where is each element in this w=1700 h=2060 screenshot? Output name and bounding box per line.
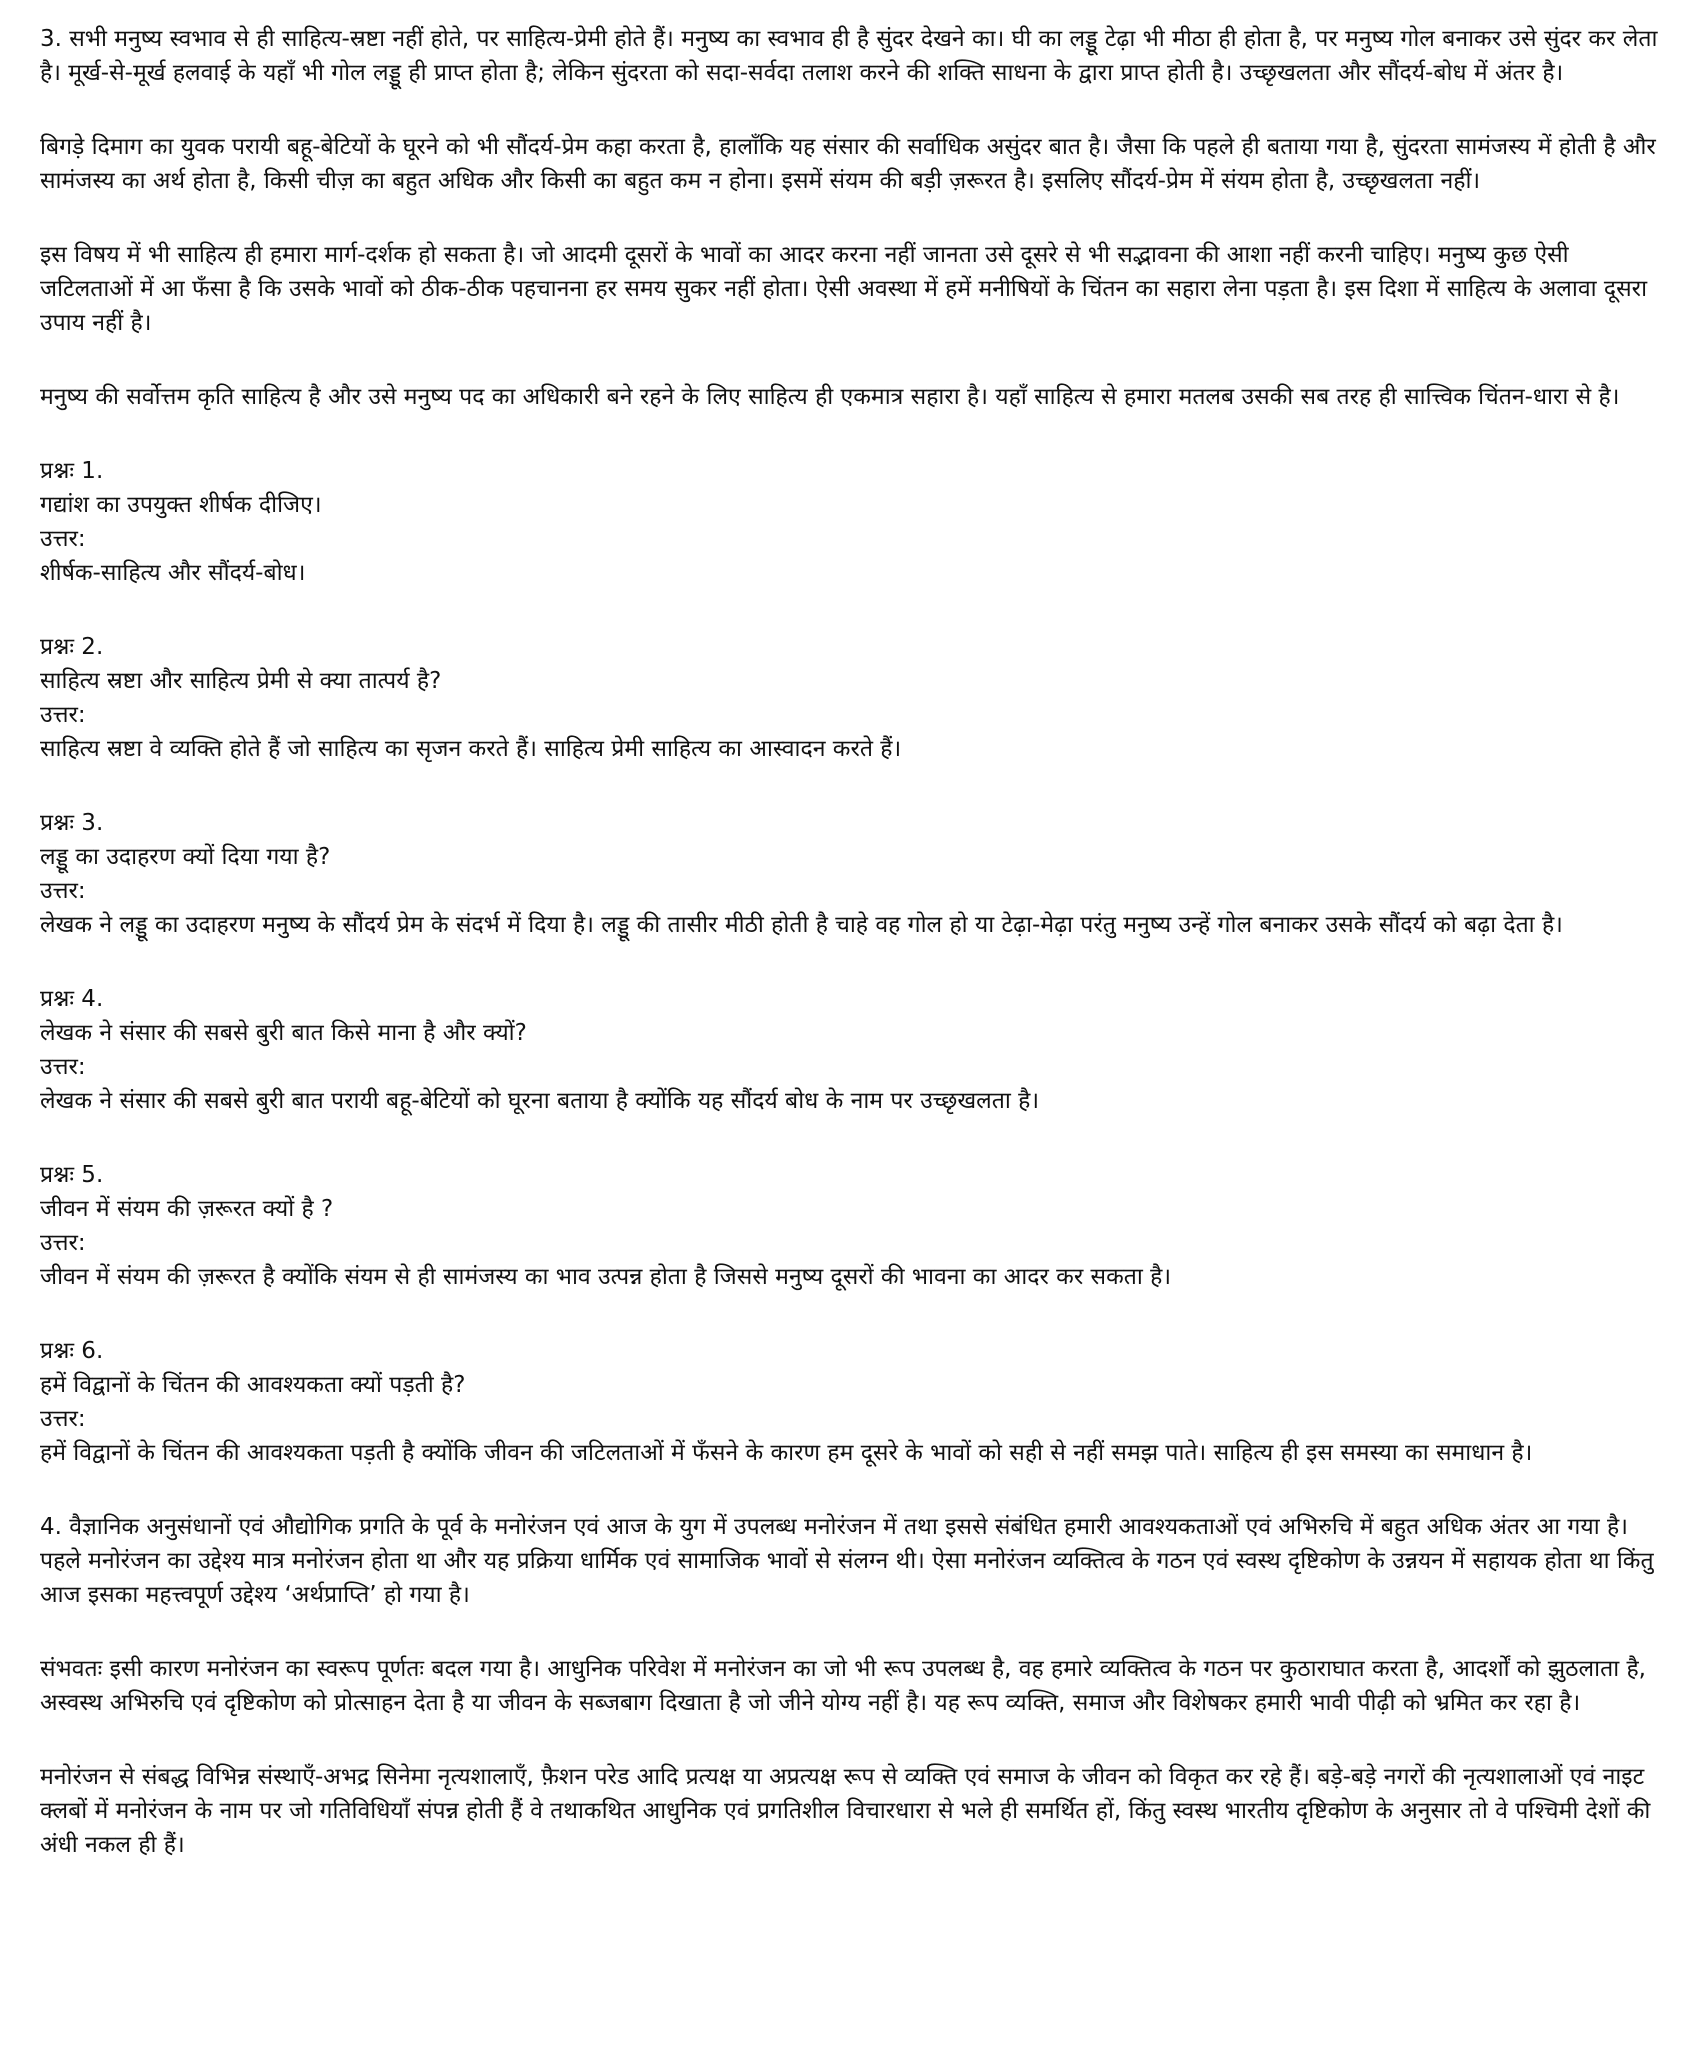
- question-list: [40, 454, 1660, 1470]
- answer-label: उत्तर:: [40, 526, 86, 552]
- question-label: प्रश्नः 6.: [40, 1338, 104, 1364]
- answer-text: जीवन में संयम की ज़रूरत है क्योंकि संयम से ही सामंजस्य का भाव उत्पन्न होता है जिससे मनुष्य दूसरों की भावना का आदर कर सकता है।: [40, 1264, 1172, 1290]
- question-label: प्रश्नः 2.: [40, 634, 104, 660]
- question-block-6: [40, 1334, 1660, 1470]
- answer-label: उत्तर:: [40, 878, 86, 904]
- question-block-4: [40, 982, 1660, 1118]
- answer-label: उत्तर:: [40, 1054, 86, 1080]
- answer-label: उत्तर:: [40, 702, 86, 728]
- answer-label: उत्तर:: [40, 1406, 86, 1432]
- passage-3-paragraph-1: 3. सभी मनुष्य स्वभाव से ही साहित्य-स्रष्टा नहीं होते, पर साहित्य-प्रेमी होते हैं। मनुष्य का स्वभाव ही है सुंदर देखने का। घी का लड्डू टेढ़ा भी मीठा ही होता है, पर मनुष्य गोल बनाकर उसे सुंदर कर लेता है। मूर्ख-से-मूर्ख हलवाई के यहाँ भी गोल लड्डू ही प्राप्त होता है; लेकिन सुंदरता को सदा-सर्वदा तलाश करने की शक्ति साधना के द्वारा प्राप्त होती है। उच्छृखलता और सौंदर्य-बोध में अंतर है।: [40, 26, 1658, 86]
- question-block-2: [40, 630, 1660, 766]
- passage-3-paragraph-2: बिगड़े दिमाग का युवक परायी बहू-बेटियों के घूरने को भी सौंदर्य-प्रेम कहा करता है, हालाँकि यह संसार की सर्वाधिक असुंदर बात है। जैसा कि पहले ही बताया गया है, सुंदरता सामंजस्य में होती है और सामंजस्य का अर्थ होता है, किसी चीज़ का बहुत अधिक और किसी का बहुत कम न होना। इसमें संयम की बड़ी ज़रूरत है। इसलिए सौंदर्य-प्रेम में संयम होता है, उच्छृखलता नहीं।: [40, 134, 1656, 194]
- question-label: प्रश्नः 3.: [40, 810, 104, 836]
- question-block-5: [40, 1158, 1660, 1294]
- passage-3: [40, 22, 1660, 414]
- question-block-1: [40, 454, 1660, 590]
- question-label: प्रश्नः 1.: [40, 458, 104, 484]
- answer-label: उत्तर:: [40, 1230, 86, 1256]
- question-text: हमें विद्वानों के चिंतन की आवश्यकता क्यों पड़ती है?: [40, 1372, 466, 1398]
- answer-text: शीर्षक-साहित्य और सौंदर्य-बोध।: [40, 560, 306, 586]
- answer-text: साहित्य स्रष्टा वे व्यक्ति होते हैं जो साहित्य का सृजन करते हैं। साहित्य प्रेमी साहित्य का आस्वादन करते हैं।: [40, 736, 902, 762]
- passage-4-paragraph-3: मनोरंजन से संबद्ध विभिन्न संस्थाएँ-अभद्र सिनेमा नृत्यशालाएँ, फ़ैशन परेड आदि प्रत्यक्ष या अप्रत्यक्ष रूप से व्यक्ति एवं समाज के जीवन को विकृत कर रहे हैं। बड़े-बड़े नगरों की नृत्यशालाओं एवं नाइट क्लबों में मनोरंजन के नाम पर जो गतिविधियाँ संपन्न होती हैं वे तथाकथित आधुनिक एवं प्रगतिशील विचारधारा से भले ही समर्थित हों, किंतु स्वस्थ भारतीय दृष्टिकोण के अनुसार तो वे पश्चिमी देशों की अंधी नकल ही हैं।: [40, 1764, 1651, 1858]
- answer-text: लेखक ने लड्डू का उदाहरण मनुष्य के सौंदर्य प्रेम के संदर्भ में दिया है। लड्डू की तासीर मीठी होती है चाहे वह गोल हो या टेढ़ा-मेढ़ा परंतु मनुष्य उन्हें गोल बनाकर उसके सौंदर्य को बढ़ा देता है।: [40, 912, 1563, 938]
- question-label: प्रश्नः 5.: [40, 1162, 104, 1188]
- passage-4: [40, 1510, 1660, 1862]
- passage-4-paragraph-1: 4. वैज्ञानिक अनुसंधानों एवं औद्योगिक प्रगति के पूर्व के मनोरंजन एवं आज के युग में उपलब्ध मनोरंजन में तथा इससे संबंधित हमारी आवश्यकताओं एवं अभिरुचि में बहुत अधिक अंतर आ गया है। पहले मनोरंजन का उद्देश्य मात्र मनोरंजन होता था और यह प्रक्रिया धार्मिक एवं सामाजिक भावों से संलग्न थी। ऐसा मनोरंजन व्यक्तित्व के गठन एवं स्वस्थ दृष्टिकोण के उन्नयन में सहायक होता था किंतु आज इसका महत्त्वपूर्ण उद्देश्य ‘अर्थप्राप्ति’ हो गया है।: [40, 1514, 1654, 1608]
- question-label: प्रश्नः 4.: [40, 986, 104, 1012]
- question-text: लड्डू का उदाहरण क्यों दिया गया है?: [40, 844, 331, 870]
- passage-4-paragraph-2: संभवतः इसी कारण मनोरंजन का स्वरूप पूर्णतः बदल गया है। आधुनिक परिवेश में मनोरंजन का जो भी रूप उपलब्ध है, वह हमारे व्यक्तित्व के गठन पर कुठाराघात करता है, आदर्शों को झुठलाता है, अस्वस्थ अभिरुचि एवं दृष्टिकोण को प्रोत्साहन देता है या जीवन के सब्जबाग दिखाता है जो जीने योग्य नहीं है। यह रूप व्यक्ति, समाज और विशेषकर हमारी भावी पीढ़ी को भ्रमित कर रहा है।: [40, 1656, 1646, 1716]
- passage-3-paragraph-3: इस विषय में भी साहित्य ही हमारा मार्ग-दर्शक हो सकता है। जो आदमी दूसरों के भावों का आदर करना नहीं जानता उसे दूसरे से भी सद्भावना की आशा नहीं करनी चाहिए। मनुष्य कुछ ऐसी जटिलताओं में आ फँसा है कि उसके भावों को ठीक-ठीक पहचानना हर समय सुकर नहीं होता। ऐसी अवस्था में हमें मनीषियों के चिंतन का सहारा लेना पड़ता है। इस दिशा में साहित्य के अलावा दूसरा उपाय नहीं है।: [40, 242, 1648, 336]
- question-text: गद्यांश का उपयुक्त शीर्षक दीजिए।: [40, 492, 322, 518]
- question-block-3: [40, 806, 1660, 942]
- passage-3-paragraph-4: मनुष्य की सर्वोत्तम कृति साहित्य है और उसे मनुष्य पद का अधिकारी बने रहने के लिए साहित्य ही एकमात्र सहारा है। यहाँ साहित्य से हमारा मतलब उसकी सब तरह ही सात्त्विक चिंतन-धारा से है।: [40, 384, 1620, 410]
- answer-text: लेखक ने संसार की सबसे बुरी बात परायी बहू-बेटियों को घूरना बताया है क्योंकि यह सौंदर्य बोध के नाम पर उच्छृखलता है।: [40, 1088, 1040, 1114]
- question-text: जीवन में संयम की ज़रूरत क्यों है ?: [40, 1196, 334, 1222]
- question-text: साहित्य स्रष्टा और साहित्य प्रेमी से क्या तात्पर्य है?: [40, 668, 442, 694]
- question-text: लेखक ने संसार की सबसे बुरी बात किसे माना है और क्यों?: [40, 1020, 527, 1046]
- answer-text: हमें विद्वानों के चिंतन की आवश्यकता पड़ती है क्योंकि जीवन की जटिलताओं में फँसने के कारण हम दूसरे के भावों को सही से नहीं समझ पाते। साहित्य ही इस समस्या का समाधान है।: [40, 1440, 1533, 1466]
